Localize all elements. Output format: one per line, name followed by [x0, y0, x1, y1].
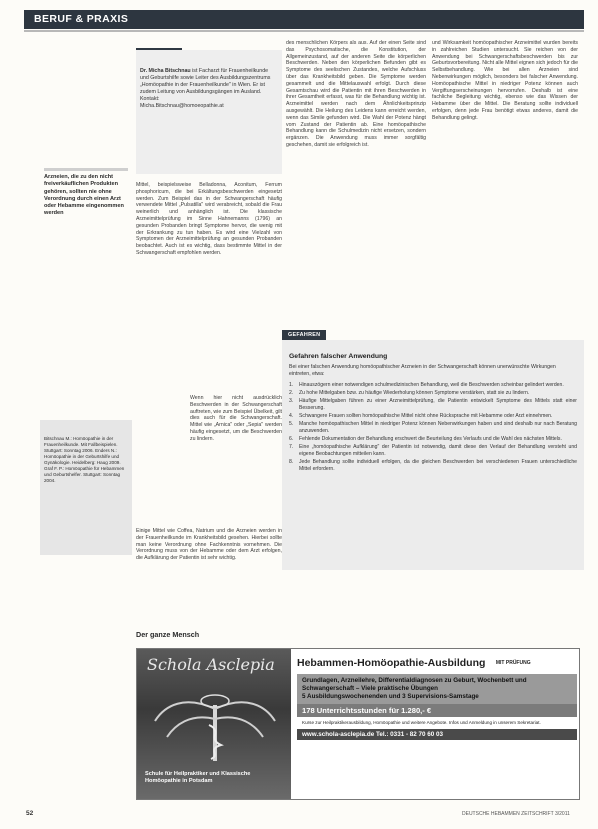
list-item-number: 2.: [289, 390, 294, 397]
subhead-mensch: Der ganze Mensch: [136, 630, 200, 639]
article-col-mid-bottom: [136, 528, 282, 638]
article-col-mid-wrap: [190, 395, 282, 525]
list-item-text: Schwangere Frauen sollten homöopathische Mittel nicht ohne Rücksprache mit Hebamme oder Arzt einnehmen.: [299, 413, 553, 420]
list-item-number: 7.: [289, 444, 294, 451]
autor-bio: ist Facharzt für Frauenheilkunde und Geburtshilfe sowie Leiter des Ausbildungszentrums „Homöopathie in der Frauenheilkunde" in Wien. Er ist zudem Leitung von Ausbildungsgängen im Ausland.: [140, 68, 271, 95]
ad-brand-logo: Schola Asclepia: [147, 655, 275, 674]
ad-content: [297, 653, 577, 740]
header-rule: [24, 30, 584, 32]
ad-band: [297, 674, 577, 704]
list-item: [289, 413, 577, 420]
list-item-number: 3.: [289, 398, 294, 405]
footer-issue-text: DEUTSCHE HEBAMMEN ZEITSCHRIFT 3/2011: [462, 811, 570, 817]
advertisement[interactable]: [136, 648, 580, 800]
pull-quote-text: Arzneien, die zu den nicht freiverkäuflichen Produkten gehören, sollten nie ohne Verordnung durch einen Arzt oder Hebamme eingenommen werden: [44, 174, 124, 217]
ad-school-name: Schule für Heilpraktiker und Klassische Homöopathie in Potsdam: [145, 771, 251, 784]
list-item-text: Zu hohe Mittelgaben bzw. zu häufige Wiederholung können Symptome verstärken, statt sie zu lindern.: [299, 390, 530, 397]
list-item: [289, 382, 577, 389]
list-item-number: 8.: [289, 459, 294, 466]
literatur-text: Bitschnau M.: Homöopathie in der Frauenheilkunde. Mit Fallbeispielen. Stuttgart: Sonntag 2006. Enders N.: Homöopathie in der Geburtshilfe und Gynäkologie. Heidelberg: Haug 2009. Graf F. P.: Homöopathie für Hebammen und Geburtshelfer. Stuttgart: Sonntag 2004.: [44, 436, 125, 483]
list-item: [289, 436, 577, 443]
autor-text: [140, 68, 275, 110]
right-col-top-text: des menschlichen Körpers als aus. Auf der einen Seite sind das Psychosomatische, die Konstitution, der Allgemeinzustand, auf der anderen Seite die körperlichen Beschwerden. Neben den körperlichen Befunden gibt es Symptome des seelischen Zustandes, welche Aufschluss über das Krankheitsbild geben. Die Symptome werden gesammelt und die Mittelauswahl erfolgt. Durch diese Gesamtschau wird die Patientin mit ihren Beschwerden in ihrer Gesamtheit erfasst, was für die Behandlung wichtig ist. Arzneimittel werden nach dem Ähnlichkeitsprinzip ausgewählt. Die Heilung des Leidens kann erreicht werden, wenn das Simile gefunden wird. Die Wahl der Potenz hängt vom Zustand der Patientin ab. Eine homöopathische Behandlung kann die Schulmedizin nicht ersetzen, sondern ergänzen. Die Anwendung muss immer sorgfältig geschehen, damit sie erfolgreich ist.: [286, 40, 426, 148]
gefahren-title: Gefahren falscher Anwendung: [289, 353, 388, 360]
list-item: [289, 390, 577, 397]
list-item: [289, 421, 577, 435]
ad-badge: MIT PRÜFUNG: [495, 660, 531, 666]
list-item-text: Eine „homöopathische Aufklärung" der Patientin ist notwendig, damit diese den Verlauf der Behandlung versteht und eigene Beobachtungen mitteilen kann.: [299, 444, 577, 458]
ad-brand-panel: [137, 649, 291, 799]
list-item-number: 5.: [289, 421, 294, 428]
list-item-text: Fehlende Dokumentation der Behandlung erschwert die Beurteilung des Verlaufs und die Wahl des nächsten Mittels.: [299, 436, 562, 443]
section-header: [24, 10, 584, 29]
article-col-right-1: [286, 40, 426, 325]
gefahren-tag: GEFAHREN: [282, 330, 326, 340]
article-col-right-2: [432, 40, 578, 325]
list-item-text: Hinauszögern einer notwendigen schulmedizinischen Behandlung, weil die Beschwerden scheinbar gelindert werden.: [299, 382, 564, 388]
gefahren-list: [289, 382, 577, 474]
mid-col-bottom-text: Einige Mittel wie Coffea, Natrium und die Arzneien werden in der Frauenheilkunde im Krankheitsbild gesehen. Hierbei sollte man keine Verordnung ohne Fachkenntnis vornehmen. Die Verordnung muss von der Hebamme oder dem Arzt erfolgen, die Aufklärung der Patientin ist sehr wichtig.: [136, 528, 282, 562]
ad-band-line2: 5 Ausbildungswochenenden und 3 Supervisions-Samstage: [302, 693, 479, 700]
pull-quote: [44, 174, 130, 218]
list-item: [289, 459, 577, 473]
gefahren-intro: Bei einer falschen Anwendung homöopathischer Arzneien in der Schwangerschaft können unerwünschte Wirkungen eintreten, etwa:: [289, 364, 556, 377]
caduceus-tree-icon: [145, 685, 285, 761]
mid-col-top-text: Mittel, beispielsweise Belladonna, Aconitum, Ferrum phosphoricum, die bei Erkältungsbeschwerden eingesetzt werden. Zum Beispiel das in der Schwangerschaft häufig verwendete Mittel „Pulsatilla" wird verabreicht, sobald die Frau weinerlich und anhänglich ist. Die klassische Arzneimittelprüfung im Sinne Hahnemanns (1796) an gesunden Probanden bringt Symptome hervor, die wenig mit der Erkrankung zu tun haben. Es wird eine Vielzahl von Symptomen der Arzneimittelprüfung an gesunden Probanden beobachtet. Auch ist es wichtig, dass bestimmte Mittel in der Schwangerschaft empfohlen werden.: [136, 182, 282, 256]
autor-email[interactable]: Micha.Bitschnau@homoeopathie.at: [140, 103, 224, 109]
autor-name: Dr. Micha Bitschnau: [140, 68, 191, 74]
section-title: BERUF & PRAXIS: [34, 13, 129, 25]
list-item: [289, 444, 577, 458]
list-item: [289, 398, 577, 412]
ad-price: 178 Unterrichtsstunden für 1.280,- €: [297, 704, 577, 717]
ad-small-print: Kurse zur Heilpraktikerausbildung, Homöopathie und weitere Angebote. Infos und Anmeldung in unserem Sekretariat.: [302, 720, 541, 725]
mid-col-wrap-text: Wenn hier nicht ausdrücklich Beschwerden in der Schwangerschaft auftreten, wie zum Beispiel Übelkeit, gilt dies auch für die Schwangerschaft. Mittel wie „Arnica" oder „Sepia" werden häufig eingesetzt, um die Beschwerden zu lindern.: [190, 395, 282, 442]
right-col-top2-text: und Wirksamkeit homöopathischer Arzneimittel wurden bereits in zahlreichen Studien untersucht. Sie reichen von der Anwendung bei Schwangerschaftsbeschwerden bis zur Geburtsvorbereitung. Nicht alle Mittel eignen sich jedoch für die Selbstbehandlung. Wie bei allen Arzneien sind Nebenwirkungen möglich, besonders bei falscher Anwendung. Homöopathische Mittel in niedriger Potenz können auch Vergiftungserscheinungen hervorrufen. Deshalb ist eine fachliche Begleitung wichtig, ebenso wie das Wissen der Hebamme über die Mittel. Die Beratung sollte individuell erfolgen, denn jede Frau benötigt etwas anderes, damit die Behandlung gelingt.: [432, 40, 578, 121]
ad-title: Hebammen-Homöopathie-Ausbildung: [297, 657, 486, 669]
footer-issue: [462, 811, 570, 817]
list-item-number: 4.: [289, 413, 294, 420]
article-col-mid-top: [136, 182, 282, 392]
list-item-text: Häufige Mittelgaben führen zu einer Arzneimittelprüfung, die Patientin entwickelt Symptome des Mittels statt einer Besserung.: [299, 398, 577, 412]
list-item-number: 1.: [289, 382, 294, 388]
page-number: 52: [26, 810, 34, 817]
list-item-text: Manche homöopathischen Mittel in niedriger Potenz können Nebenwirkungen haben und sind deshalb nur nach Beratung anzuwenden.: [299, 421, 577, 435]
list-item-number: 6.: [289, 436, 294, 443]
pull-quote-bar: [44, 168, 128, 171]
autor-contact-label: Kontakt:: [140, 96, 160, 102]
ad-web-link[interactable]: www.schola-asclepia.de Tel.: 0331 - 82 70 60 03: [297, 729, 577, 740]
ad-band-text: Grundlagen, Arzneilehre, Differentialdiagnosen zu Geburt, Wochenbett und Schwangerschaft – Viele praktische Übungen: [302, 677, 527, 692]
list-item-text: Jede Behandlung sollte individuell erfolgen, da die gleichen Beschwerden bei verschiedenen Frauen unterschiedliche Mittel erfordern.: [299, 459, 577, 473]
